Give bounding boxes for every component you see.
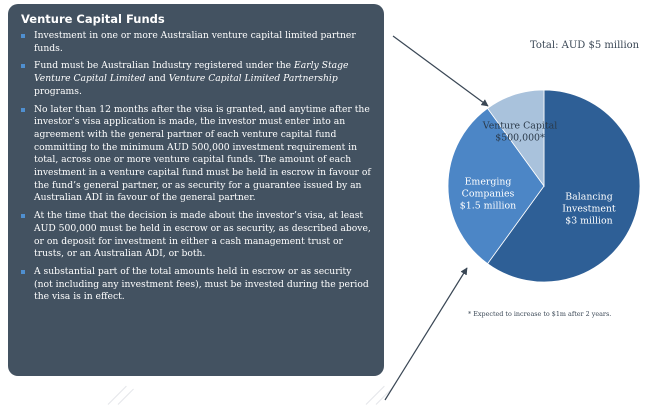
bullet-text: programs. <box>34 85 82 97</box>
pointer-arrow <box>393 36 488 106</box>
panel-title: Venture Capital Funds <box>21 12 165 26</box>
slice-label: Emerging <box>464 176 512 188</box>
slice-label: $3 million <box>565 215 613 227</box>
program-name: Venture Capital Limited Partnership <box>168 73 338 85</box>
slice-label: Balancing <box>565 191 613 203</box>
program-name: Early Stage Venture Capital Limited <box>34 60 349 85</box>
slice-label: $500,000* <box>495 132 545 144</box>
slice-label: Venture Capital <box>482 120 558 132</box>
slice-label: $1.5 million <box>459 200 517 212</box>
bullet-text: At the time that the decision is made about the investor’s visa, at least AUD 500,000 must be held in escrow or as security, as described above, or on deposit for investment in either a cash management trust or trusts, or an Australian ADI, or both. <box>34 210 371 260</box>
chart-footnote: * Expected to increase to $1m after 2 years. <box>468 310 612 318</box>
bullet-text: Investment in one or more Australian venture capital limited partner funds. <box>34 30 356 54</box>
bullet-text: and <box>145 73 169 85</box>
bullet-text: No later than 12 months after the visa is granted, and anytime after the investor’s visa application is made, the investor must enter into an agreement with the general partner of each venture capital fund committing to the minimum AUD 500,000 investment requirement in total, across one or more venture capital funds. The amount of each investment in a venture capital fund must be held in escrow in favour of the fund’s general partner, or as security for a guarantee issued by an Australian ADI in favour of the general partner. <box>34 103 371 204</box>
slice-label: Investment <box>562 203 616 215</box>
pointer-arrow <box>385 268 467 400</box>
slice-label: Companies <box>461 188 515 200</box>
bullet-text: Fund must be Australian Industry registered under the <box>34 60 295 72</box>
bullet-text: A substantial part of the total amounts held in escrow or as security (not including any investment fees), must be invested during the period the visa is in effect. <box>34 265 369 303</box>
chart-title: Total: AUD $5 million <box>530 40 640 51</box>
